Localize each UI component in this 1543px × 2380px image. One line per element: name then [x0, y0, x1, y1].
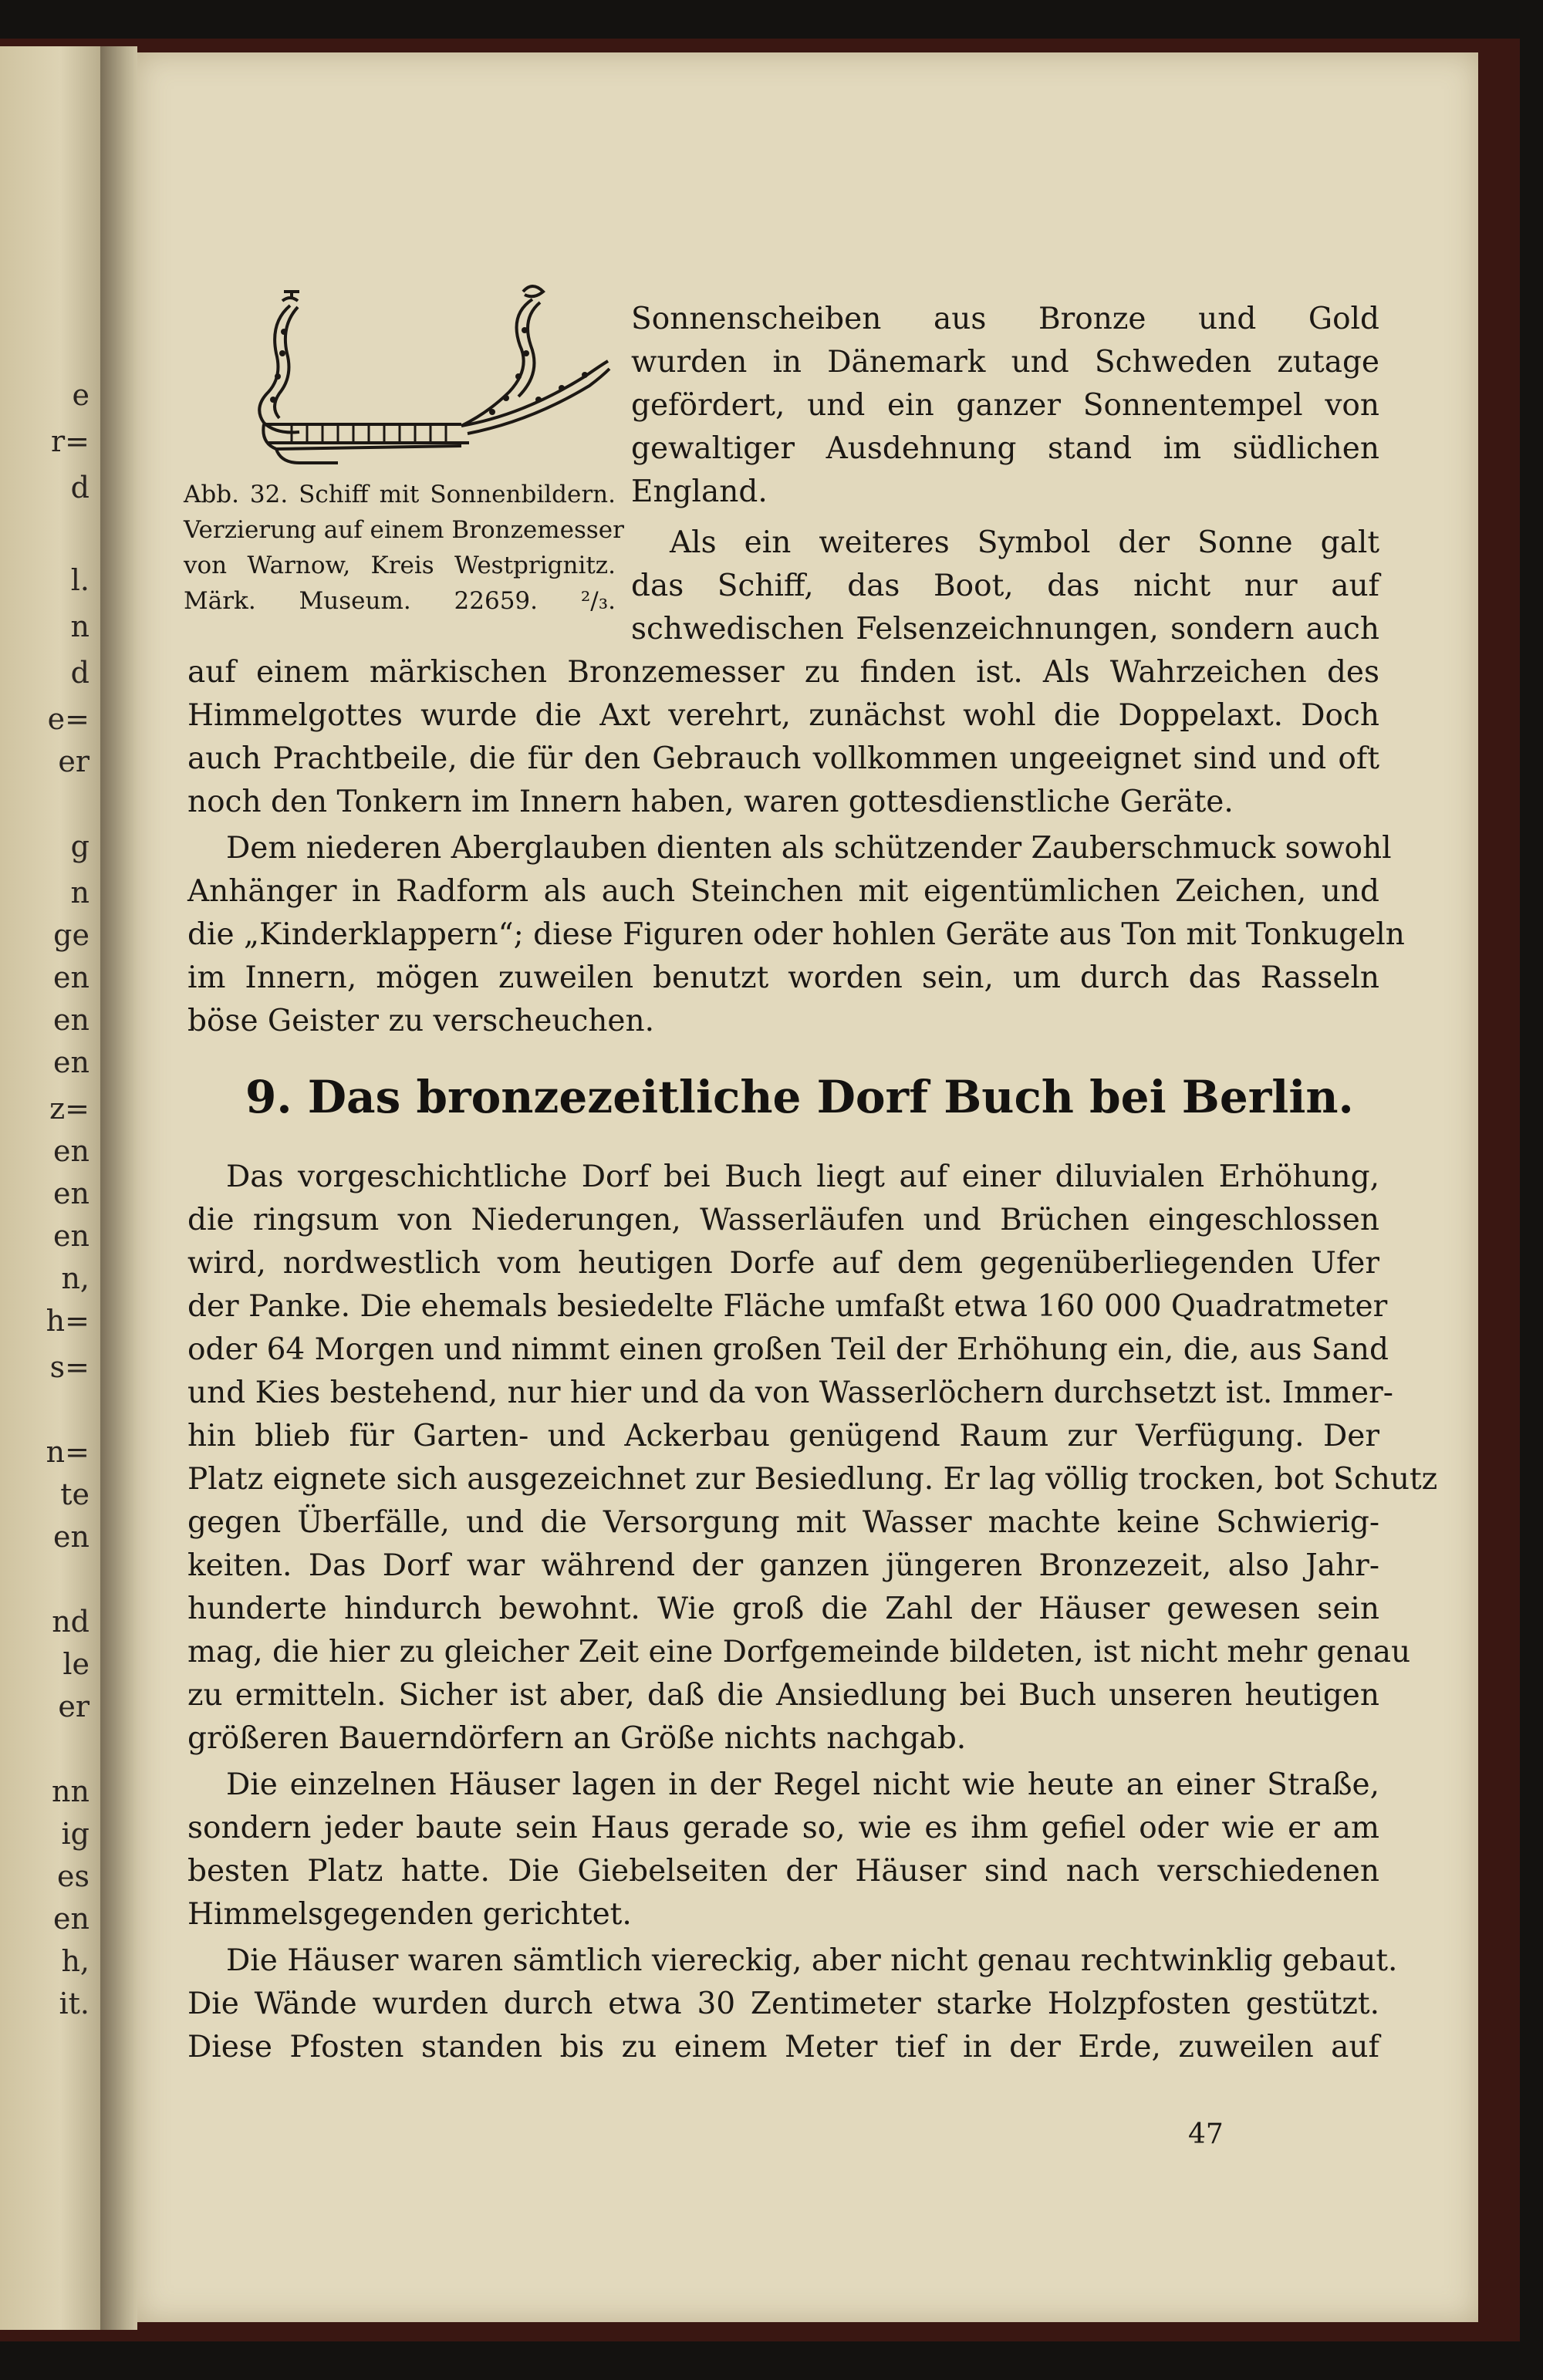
left-page-fragment: en — [53, 1134, 89, 1168]
left-page-fragment: n — [70, 609, 89, 643]
left-page-fragment: nd — [52, 1605, 89, 1639]
left-page-fragment: er — [58, 1690, 89, 1723]
left-page-fragment: en — [53, 1003, 89, 1037]
paragraph-line: der Panke. Die ehemals besiedelte Fläche umfaßt etwa 160 000 Quadratmeter — [187, 1289, 1388, 1324]
paragraph-line: sondern jeder baute sein Haus gerade so, wie es ihm gefiel oder wie er am — [187, 1811, 1379, 1845]
paragraph-line: Anhänger in Radform als auch Steinchen mit eigentümlichen Zeichen, und — [187, 874, 1379, 909]
paragraph-line: Diese Pfosten standen bis zu einem Meter tief in der Erde, zuweilen auf — [187, 2030, 1379, 2064]
left-page-fragment: d — [70, 656, 89, 690]
left-page-fragment: h= — [46, 1304, 89, 1338]
page-number: 47 — [1188, 2118, 1224, 2150]
paragraph-line: die ringsum von Niederungen, Wasserläufen und Brüchen eingeschlossen — [187, 1203, 1379, 1237]
figure-caption-line: Verzierung auf einem Bronzemesser — [184, 516, 624, 544]
paragraph-line: Die einzelnen Häuser lagen in der Regel nicht wie heute an einer Straße, — [226, 1767, 1379, 1802]
ship-illustration — [199, 261, 654, 477]
paragraph-line: mag, die hier zu gleicher Zeit eine Dorfgemeinde bildeten, ist nicht mehr genau — [187, 1635, 1411, 1669]
paragraph-line: oder 64 Morgen und nimmt einen großen Teil der Erhöhung ein, die, aus Sand — [187, 1332, 1389, 1367]
paragraph-line: größeren Bauerndörfern an Größe nichts nachgab. — [187, 1721, 967, 1756]
left-page-fragment: en — [53, 1902, 89, 1936]
left-page-fragment: er — [58, 744, 89, 778]
paragraph-line: schwedischen Felsenzeichnungen, sondern auch — [631, 612, 1379, 646]
left-page-fragment: en — [53, 1045, 89, 1079]
paragraph-line: Platz eignete sich ausgezeichnet zur Besiedlung. Er lag völlig trocken, bot Schutz — [187, 1462, 1438, 1497]
paragraph-line: gegen Überfälle, und die Versorgung mit Wasser machte keine Schwierig- — [187, 1505, 1379, 1540]
paragraph-line: auch Prachtbeile, die für den Gebrauch vollkommen ungeeignet sind und oft — [187, 741, 1379, 776]
left-page-fragment: en — [53, 1176, 89, 1210]
paragraph-line: böse Geister zu verscheuchen. — [187, 1004, 654, 1038]
paragraph-line: zu ermitteln. Sicher ist aber, daß die Ansiedlung bei Buch unseren heutigen — [187, 1678, 1379, 1713]
left-page-fragment: e — [72, 378, 89, 412]
left-page — [0, 46, 100, 2330]
paragraph-line: Himmelsgegenden gerichtet. — [187, 1897, 632, 1932]
paragraph-line: wird, nordwestlich vom heutigen Dorfe auf dem gegenüberliegenden Ufer — [187, 1246, 1379, 1281]
left-page-fragment: en — [53, 1219, 89, 1253]
paragraph-line: und Kies bestehend, nur hier und da von Wasserlöchern durchsetzt ist. Immer- — [187, 1376, 1393, 1410]
paragraph-line: hunderte hindurch bewohnt. Wie groß die Zahl der Häuser gewesen sein — [187, 1592, 1379, 1626]
paragraph-line: gewaltiger Ausdehnung stand im südlichen — [631, 431, 1379, 466]
left-page-fragment: h, — [61, 1944, 89, 1978]
left-page-fragment: l. — [70, 563, 89, 597]
paragraph-line: im Innern, mögen zuweilen benutzt worden sein, um durch das Rasseln — [187, 960, 1379, 995]
paragraph-line: Die Häuser waren sämtlich viereckig, aber nicht genau rechtwinklig gebaut. — [226, 1943, 1398, 1978]
paragraph-line: keiten. Das Dorf war während der ganzen jüngeren Bronzezeit, also Jahr- — [187, 1548, 1379, 1583]
left-page-fragment: n — [70, 876, 89, 910]
left-page-fragment: es — [57, 1859, 89, 1893]
paragraph-line: gefördert, und ein ganzer Sonnentempel von — [631, 388, 1379, 423]
paragraph-line: auf einem märkischen Bronzemesser zu finden ist. Als Wahrzeichen des — [187, 655, 1379, 690]
left-page-fragment: s= — [49, 1350, 89, 1384]
section-heading: 9. Das bronzezeitliche Dorf Buch bei Berlin. — [245, 1071, 1354, 1123]
left-page-fragment: le — [62, 1647, 89, 1681]
paragraph-line: England. — [631, 474, 768, 509]
left-page-fragment: en — [53, 1520, 89, 1554]
left-page-fragment: n, — [61, 1261, 89, 1295]
paragraph-line: das Schiff, das Boot, das nicht nur auf — [631, 569, 1379, 603]
paragraph-line: Die Wände wurden durch etwa 30 Zentimeter starke Holzpfosten gestützt. — [187, 1987, 1379, 2021]
paragraph-line: Als ein weiteres Symbol der Sonne galt — [670, 525, 1379, 560]
left-page-fragment: nn — [52, 1774, 89, 1808]
paragraph-line: wurden in Dänemark und Schweden zutage — [631, 345, 1379, 380]
paragraph-line: Sonnenscheiben aus Bronze und Gold — [631, 302, 1379, 336]
paragraph-line: noch den Tonkern im Innern haben, waren gottesdienstliche Geräte. — [187, 785, 1234, 819]
left-page-fragment: e= — [47, 702, 89, 736]
left-page-fragment: d — [70, 471, 89, 505]
right-page — [137, 52, 1478, 2322]
paragraph-line: Himmelgottes wurde die Axt verehrt, zunächst wohl die Doppelaxt. Doch — [187, 698, 1379, 733]
left-page-fragment: it. — [59, 1987, 89, 2020]
left-page-fragment: g — [70, 829, 89, 863]
left-page-fragment: ge — [53, 918, 89, 952]
figure-caption-line: Märk. Museum. 22659. ²/₃. — [184, 587, 616, 615]
paragraph-line: besten Platz hatte. Die Giebelseiten der Häuser sind nach verschiedenen — [187, 1854, 1379, 1889]
paragraph-line: hin blieb für Garten- und Ackerbau genügend Raum zur Verfügung. Der — [187, 1419, 1379, 1453]
paragraph-line: Dem niederen Aberglauben dienten als schützender Zauberschmuck sowohl — [226, 831, 1392, 866]
figure-caption-line: Abb. 32. Schiff mit Sonnenbildern. — [184, 481, 616, 508]
paragraph-line: Das vorgeschichtliche Dorf bei Buch liegt auf einer diluvialen Erhöhung, — [226, 1160, 1379, 1194]
book-gutter — [100, 46, 137, 2330]
left-page-fragment: r= — [50, 424, 89, 458]
paragraph-line: die „Kinderklappern“; diese Figuren oder hohlen Geräte aus Ton mit Tonkugeln — [187, 917, 1405, 952]
left-page-fragment: en — [53, 960, 89, 994]
left-page-fragment: z= — [49, 1092, 89, 1126]
left-page-fragment: n= — [46, 1435, 89, 1469]
left-page-fragment: ig — [61, 1817, 89, 1851]
left-page-fragment: te — [60, 1477, 89, 1511]
figure-caption-line: von Warnow, Kreis Westprignitz. — [184, 552, 616, 579]
